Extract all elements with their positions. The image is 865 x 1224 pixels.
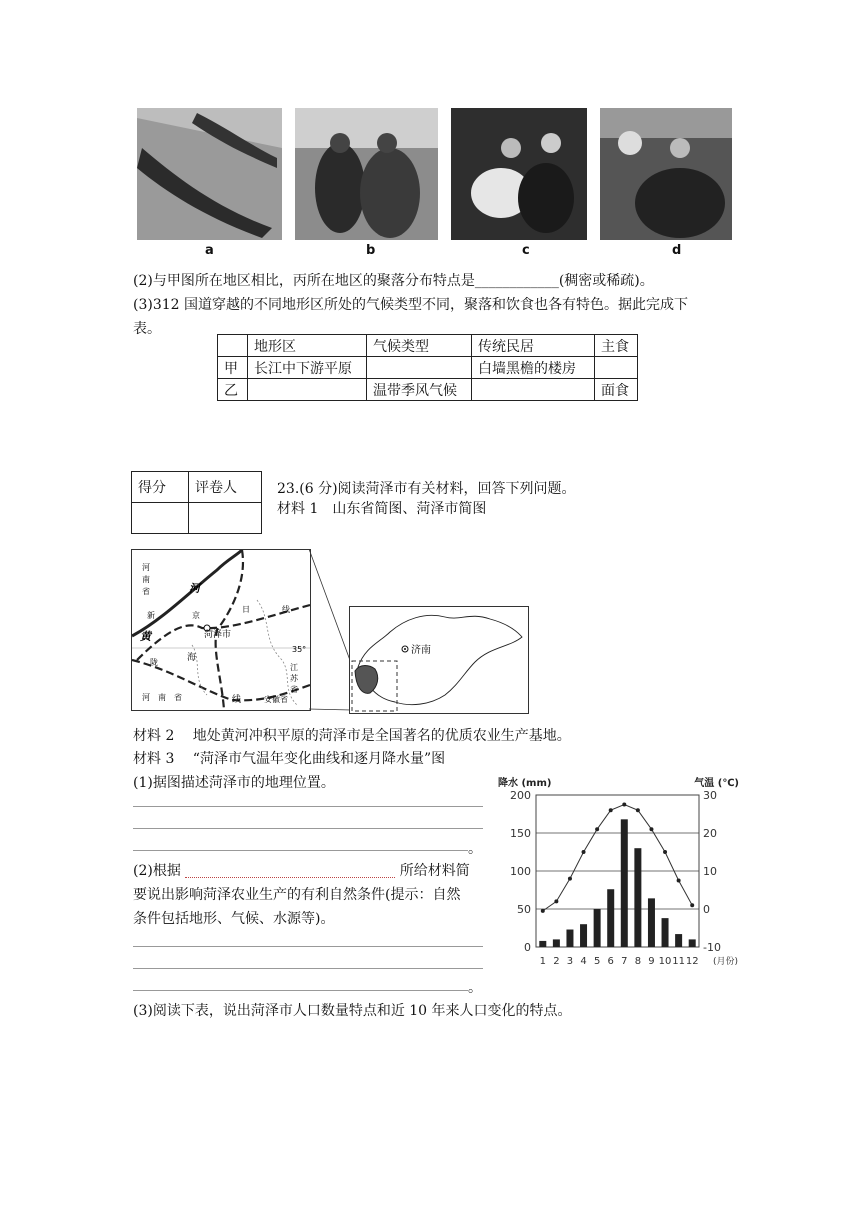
x-axis-tick-label: 5	[593, 956, 601, 967]
temperature-point	[622, 803, 626, 807]
precipitation-bar	[621, 819, 628, 947]
map-label-ri: 日	[242, 605, 250, 614]
precipitation-bar	[648, 898, 655, 947]
photo-label-a: a	[205, 243, 214, 258]
answer-line[interactable]	[133, 990, 468, 991]
precipitation-bar	[662, 918, 669, 947]
temperature-point	[582, 850, 586, 854]
question-2-blank[interactable]: ____________	[474, 273, 559, 289]
precipitation-bar	[594, 909, 601, 947]
temperature-point	[649, 827, 653, 831]
x-axis-tick-label: 10	[658, 956, 672, 967]
right-axis-tick-label: 20	[703, 827, 717, 840]
map-label-anhui: 安徽省	[264, 695, 288, 704]
answer-line[interactable]	[133, 946, 483, 947]
table-row	[218, 379, 638, 401]
photo-label-c: c	[522, 243, 530, 258]
table-cell	[218, 335, 248, 357]
photo-label-b: b	[366, 243, 376, 258]
x-axis-tick-label: 9	[648, 956, 655, 967]
temperature-point	[677, 879, 681, 883]
table-cell[interactable]	[248, 379, 367, 401]
sub-question-2-line3: 条件包括地形、气候、水源等)。	[133, 911, 335, 927]
table-cell: 白墙黑檐的楼房	[472, 357, 595, 379]
map-label-xin: 新	[147, 611, 155, 620]
table-cell: 乙	[218, 379, 248, 401]
table-cell: 面食	[595, 379, 638, 401]
question-2-text: (2)与甲图所在地区相比，丙所在地区的聚落分布特点是	[133, 273, 475, 289]
sub-question-2-part-b: 所给材料简	[399, 863, 470, 879]
sub-question-2-line2: 要说出影响菏泽农业生产的有利自然条件(提示：自然	[133, 887, 461, 903]
left-axis-tick-label: 100	[510, 865, 531, 878]
question-3-line1: (3)312 国道穿越的不同地形区所处的气候类型不同，聚落和饮食也各有特色。据此完成下	[133, 297, 689, 313]
temperature-point	[554, 899, 558, 903]
map-label-henan-bottom: 河 南 省	[142, 693, 182, 702]
table-cell: 主食	[595, 335, 638, 357]
sub-question-2-blank[interactable]	[185, 865, 395, 878]
table-header-row	[218, 335, 638, 357]
sub-question-1-end: 。	[468, 841, 482, 857]
x-axis-tick-label: 1	[539, 956, 546, 967]
table-cell: 气候类型	[367, 335, 472, 357]
photo-d-dance	[600, 108, 732, 240]
photo-b-dance	[295, 108, 438, 240]
table-cell[interactable]	[595, 357, 638, 379]
heze-map	[131, 549, 311, 711]
temperature-line	[543, 805, 692, 911]
answer-line[interactable]	[133, 850, 468, 851]
map-label-xian: 线	[282, 605, 290, 614]
map-label-jiangsu: 苏	[290, 674, 298, 683]
sub-question-3: (3)阅读下表，说出菏泽市人口数量特点和近 10 年来人口变化的特点。	[133, 1003, 572, 1019]
answer-line[interactable]	[133, 806, 483, 807]
map-label-hai: 海	[187, 653, 197, 663]
map-label-jiangsu: 江	[290, 663, 298, 672]
temperature-point	[541, 909, 545, 913]
photo-c-dance	[451, 108, 587, 240]
temperature-point	[663, 850, 667, 854]
shandong-map	[349, 606, 529, 714]
material-3: 材料 3 “菏泽市气温年变化曲线和逐月降水量”图	[133, 751, 446, 767]
precipitation-bar	[580, 924, 587, 947]
map-label-jinan: 济南	[411, 645, 431, 656]
sub-question-2-part-a: (2)根据	[133, 863, 181, 879]
left-axis-label: 降水 (mm)	[498, 778, 552, 789]
map-label-xian2: 线	[232, 695, 242, 705]
table-cell: 温带季风气候	[367, 379, 472, 401]
climate-chart-svg	[496, 772, 741, 972]
score-label: 得分	[132, 472, 189, 503]
x-axis-tick-label: 4	[580, 956, 587, 967]
map-label-henan-top: 河	[142, 563, 150, 572]
table-cell: 长江中下游平原	[248, 357, 367, 379]
answer-line[interactable]	[133, 968, 483, 969]
question-23-title: 23.(6 分)阅读菏泽市有关材料，回答下列问题。	[277, 481, 576, 497]
map-label-heze: 菏泽市	[204, 630, 232, 640]
temperature-point	[609, 808, 613, 812]
material-1: 材料 1 山东省简图、菏泽市简图	[277, 501, 487, 517]
x-axis-tick-label: 3	[566, 956, 574, 967]
map-label-henan-top: 省	[142, 587, 150, 596]
question-2	[133, 270, 654, 290]
x-axis-label: (月份)	[712, 957, 738, 967]
x-axis-tick-label: 6	[607, 956, 614, 967]
answer-line[interactable]	[133, 828, 483, 829]
left-axis-tick-label: 50	[517, 903, 531, 916]
map-label-long: 陇	[150, 658, 158, 667]
score-table	[131, 471, 262, 534]
question-2-hint: (稠密或稀疏)。	[558, 273, 654, 289]
map-label-henan-top: 南	[142, 575, 150, 584]
temperature-point	[690, 903, 694, 907]
table-cell[interactable]	[472, 379, 595, 401]
precipitation-bar	[634, 848, 641, 947]
table-cell[interactable]	[367, 357, 472, 379]
temperature-point	[595, 827, 599, 831]
right-axis-tick-label: -10	[703, 941, 721, 954]
score-field[interactable]	[132, 503, 189, 534]
precipitation-bar	[607, 889, 614, 947]
left-axis-tick-label: 0	[524, 941, 531, 954]
map-label-jing: 京	[192, 611, 200, 620]
map-label-river-he: 河	[189, 582, 200, 595]
left-axis-tick-label: 200	[510, 789, 531, 802]
photo-label-d: d	[672, 243, 682, 258]
climate-chart	[496, 772, 741, 972]
photo-a-dragon-boat	[137, 108, 282, 240]
x-axis-tick-label: 8	[634, 956, 642, 967]
precipitation-bar	[539, 941, 546, 947]
precipitation-bar	[675, 934, 682, 947]
map-label-huang: 黄	[140, 630, 151, 643]
x-axis-tick-label: 7	[621, 956, 628, 967]
precipitation-bar	[689, 939, 696, 947]
map-label-jiangsu: 省	[290, 685, 298, 694]
climate-table	[217, 334, 638, 401]
table-row	[218, 357, 638, 379]
right-axis-tick-label: 0	[703, 903, 710, 916]
temperature-point	[636, 808, 640, 812]
table-cell: 传统民居	[472, 335, 595, 357]
x-axis-tick-label: 12	[685, 956, 699, 967]
precipitation-bar	[566, 930, 573, 947]
right-axis-tick-label: 30	[703, 789, 717, 802]
right-axis-tick-label: 10	[703, 865, 717, 878]
sub-question-1: (1)据图描述菏泽市的地理位置。	[133, 775, 335, 791]
map-label-lat: 35°	[292, 645, 307, 654]
left-axis-tick-label: 150	[510, 827, 531, 840]
sub-question-2-end: 。	[468, 980, 482, 996]
temperature-point	[568, 877, 572, 881]
x-axis-tick-label: 2	[553, 956, 560, 967]
sub-question-2	[133, 860, 470, 880]
precipitation-bar	[553, 939, 560, 947]
table-cell: 地形区	[248, 335, 367, 357]
reviewer-label: 评卷人	[189, 472, 262, 503]
material-2: 材料 2 地处黄河冲积平原的菏泽市是全国著名的优质农业生产基地。	[133, 728, 571, 744]
question-3-line2: 表。	[133, 321, 161, 337]
table-cell: 甲	[218, 357, 248, 379]
x-axis-tick-label: 11	[672, 956, 685, 967]
reviewer-field[interactable]	[189, 503, 262, 534]
right-axis-label: 气温 (℃)	[694, 778, 739, 789]
